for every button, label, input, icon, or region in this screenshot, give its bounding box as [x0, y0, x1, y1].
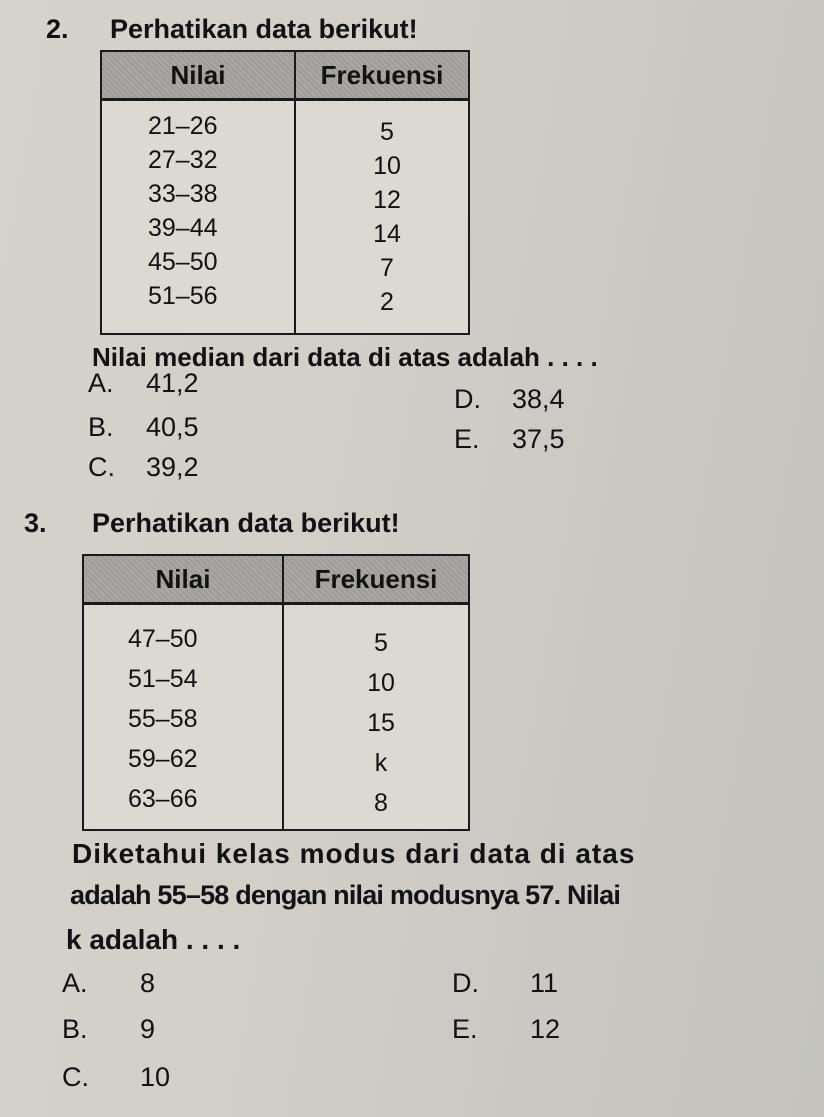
- option-text: 41,2: [146, 368, 199, 398]
- table-cell-nilai: 33–38: [148, 180, 218, 208]
- question-3-intro: Perhatikan data berikut!: [92, 508, 400, 538]
- question-3-table: [82, 554, 470, 831]
- table-cell-frekuensi: 5: [380, 118, 394, 146]
- option-letter: A.: [62, 968, 88, 998]
- option-letter: C.: [88, 452, 115, 482]
- table-header-nilai: Nilai: [101, 51, 295, 100]
- nilai-column: [101, 100, 295, 335]
- table-cell-frekuensi: 12: [373, 186, 401, 214]
- table-cell-nilai: 55–58: [128, 705, 198, 733]
- table-cell-frekuensi: 8: [374, 789, 388, 817]
- table-cell-nilai: 45–50: [148, 248, 218, 276]
- option-letter: B.: [62, 1014, 88, 1044]
- option-text: 12: [530, 1014, 561, 1044]
- option-letter: E.: [454, 424, 480, 454]
- table-cell-frekuensi: 10: [373, 152, 401, 180]
- frekuensi-column: [295, 100, 469, 335]
- option-letter: D.: [454, 384, 481, 414]
- option-text: 11: [530, 968, 559, 998]
- table-cell-nilai: 39–44: [148, 214, 218, 242]
- table-header-nilai: Nilai: [83, 555, 283, 604]
- table-cell-nilai: 51–54: [128, 665, 198, 693]
- q3-option-b[interactable]: [62, 1014, 155, 1045]
- table-cell-nilai: 63–66: [128, 785, 198, 813]
- option-letter: A.: [88, 368, 114, 398]
- table-cell-frekuensi: 15: [367, 709, 395, 737]
- table-cell-nilai: 27–32: [148, 146, 218, 174]
- question-3-number: 3.: [24, 508, 47, 538]
- q2-option-b[interactable]: [88, 412, 199, 443]
- table-cell-frekuensi: 10: [367, 669, 395, 697]
- q2-option-a[interactable]: [88, 368, 199, 399]
- question-3-text-line-3: k adalah . . . .: [66, 924, 241, 955]
- option-letter: D.: [452, 968, 479, 998]
- question-3-text-line-1: Diketahui kelas modus dari data di atas: [72, 838, 636, 869]
- question-2-table: [100, 50, 470, 335]
- q3-option-e[interactable]: [452, 1014, 560, 1045]
- q3-option-c[interactable]: [62, 1062, 170, 1093]
- option-text: 8: [140, 968, 156, 998]
- q2-option-e[interactable]: [454, 424, 565, 455]
- table-cell-nilai: 59–62: [128, 745, 198, 773]
- q2-option-d[interactable]: [454, 384, 565, 415]
- table-header-frekuensi: Frekuensi: [283, 555, 469, 604]
- table-cell-frekuensi: 7: [380, 254, 394, 282]
- q3-option-d[interactable]: [452, 968, 558, 999]
- option-text: 40,5: [146, 412, 199, 442]
- table-cell-nilai: 51–56: [148, 282, 218, 310]
- option-text: 9: [140, 1014, 156, 1044]
- q2-option-c[interactable]: [88, 452, 199, 483]
- frekuensi-column: [283, 604, 469, 831]
- table-cell-frekuensi: k: [374, 749, 388, 777]
- table-header-frekuensi: Frekuensi: [295, 51, 469, 100]
- table-cell-frekuensi: 14: [373, 220, 401, 248]
- question-2-text: Nilai median dari data di atas adalah . . . .: [92, 342, 598, 372]
- option-text: 38,4: [512, 384, 565, 414]
- table-cell-nilai: 47–50: [128, 625, 198, 653]
- option-letter: B.: [88, 412, 114, 442]
- question-2-intro: Perhatikan data berikut!: [110, 14, 418, 44]
- question-3-text-line-2: adalah 55–58 dengan nilai modusnya 57. Nilai: [70, 880, 621, 910]
- option-letter: C.: [62, 1062, 89, 1092]
- option-text: 37,5: [512, 424, 565, 454]
- table-cell-nilai: 21–26: [148, 112, 218, 140]
- question-2-number: 2.: [46, 14, 69, 44]
- table-cell-frekuensi: 2: [380, 288, 394, 316]
- table-cell-frekuensi: 5: [374, 629, 388, 657]
- nilai-column: [83, 604, 283, 831]
- option-text: 10: [140, 1062, 171, 1092]
- q3-option-a[interactable]: [62, 968, 155, 999]
- option-text: 39,2: [146, 452, 199, 482]
- option-letter: E.: [452, 1014, 478, 1044]
